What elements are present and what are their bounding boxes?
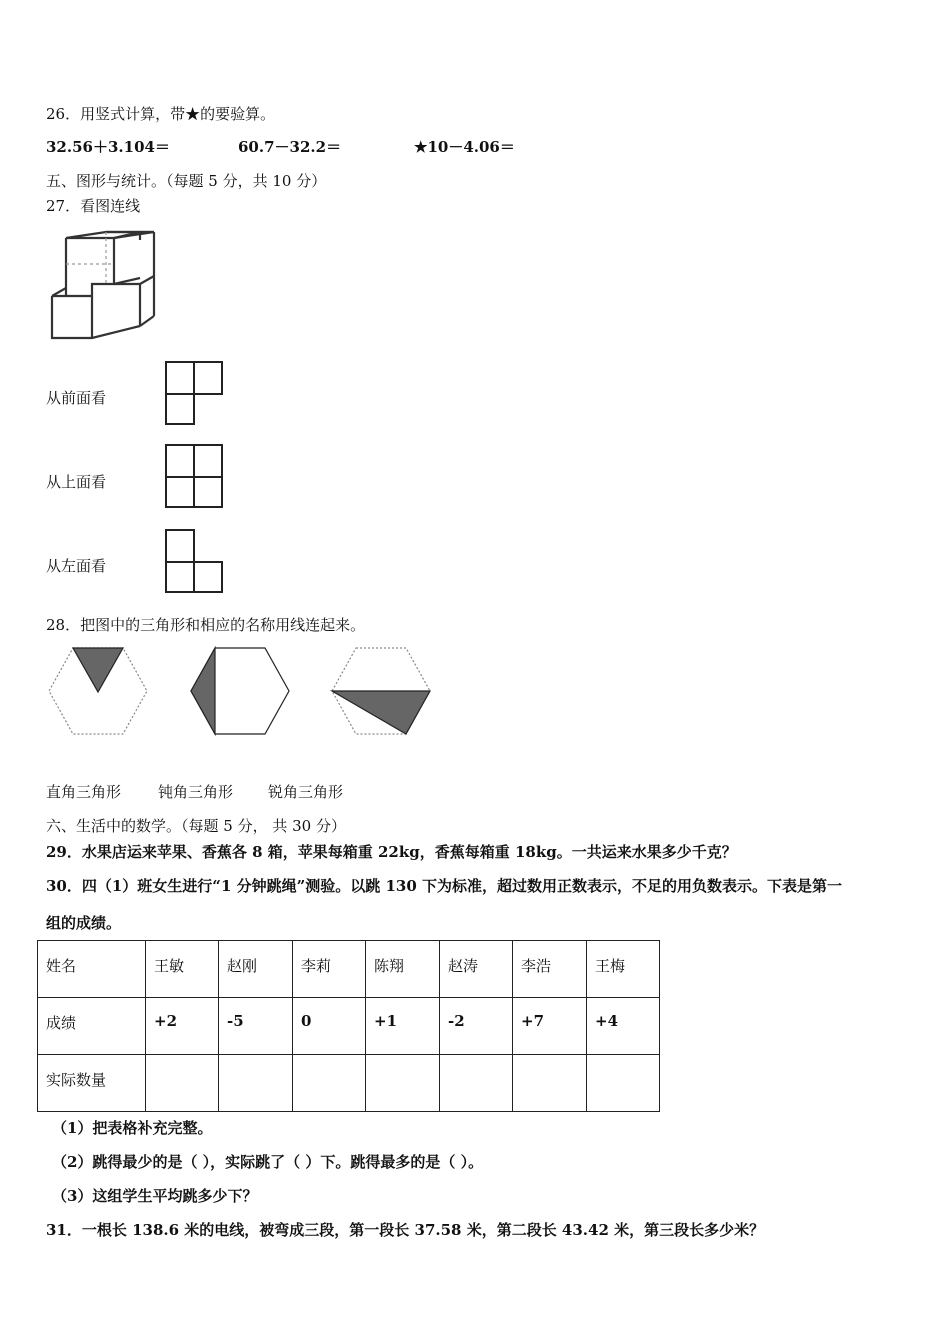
actual-cell[interactable]	[293, 1055, 366, 1112]
name-cell: 李浩	[513, 941, 587, 998]
score-cell: 0	[293, 998, 366, 1055]
q30-sub3: （3）这组学生平均跳多少下？	[52, 1187, 258, 1205]
table-row-names	[38, 941, 660, 998]
view-left-figure	[164, 528, 226, 594]
cube-stack-figure	[44, 226, 164, 346]
view-top-label: 从上面看	[46, 473, 107, 491]
name-cell: 赵刚	[219, 941, 293, 998]
name-cell: 陈翔	[366, 941, 440, 998]
triangle-name-right: 直角三角形	[46, 783, 122, 801]
view-top-figure	[164, 443, 226, 509]
triangle-name-acute: 锐角三角形	[268, 783, 344, 801]
score-cell: +2	[146, 998, 219, 1055]
actual-cell[interactable]	[219, 1055, 293, 1112]
score-cell: +1	[366, 998, 440, 1055]
q31-text: 31．一根长 138.6 米的电线，被弯成三段，第一段长 37.58 米，第二段长 43.42 米，第三段长多少米？	[46, 1221, 765, 1239]
actual-cell[interactable]	[440, 1055, 513, 1112]
view-front-label: 从前面看	[46, 389, 107, 407]
section6-title: 六、生活中的数学。（每题 5 分， 共 30 分）	[46, 817, 346, 835]
q26-title: 26．用竖式计算，带★的要验算。	[46, 105, 276, 123]
name-cell: 李莉	[293, 941, 366, 998]
q30-sub1: （1）把表格补充完整。	[52, 1119, 213, 1137]
score-cell: -2	[440, 998, 513, 1055]
q27-title: 27．看图连线	[46, 197, 141, 215]
score-cell: -5	[219, 998, 293, 1055]
row-label-name: 姓名	[38, 941, 146, 998]
name-cell: 赵涛	[440, 941, 513, 998]
view-front-figure	[164, 360, 226, 426]
q26-expr-1: 32.56＋3.104＝	[46, 138, 170, 156]
hexagon-acute-figure	[47, 646, 151, 738]
table-row-actual	[38, 1055, 660, 1112]
q30-line2: 组的成绩。	[46, 914, 122, 932]
row-label-score: 成绩	[38, 998, 146, 1055]
q28-title: 28．把图中的三角形和相应的名称用线连起来。	[46, 616, 366, 634]
section5-title: 五、图形与统计。（每题 5 分，共 10 分）	[46, 172, 327, 190]
score-cell: +7	[513, 998, 587, 1055]
q26-expr-2: 60.7－32.2＝	[238, 138, 342, 156]
hexagon-right-figure	[189, 646, 293, 738]
actual-cell[interactable]	[146, 1055, 219, 1112]
hexagon-obtuse-figure	[330, 646, 434, 738]
score-table	[37, 940, 660, 1112]
name-cell: 王敏	[146, 941, 219, 998]
q30-sub2: （2）跳得最少的是（ ），实际跳了（ ）下。跳得最多的是（ ）。	[52, 1153, 484, 1171]
q30-line1: 30．四（1）班女生进行“1 分钟跳绳”测验。以跳 130 下为标准，超过数用正数表示，不足的用负数表示。下表是第一	[46, 877, 842, 895]
row-label-actual: 实际数量	[38, 1055, 146, 1112]
q26-expr-3: ★10－4.06＝	[414, 138, 515, 156]
actual-cell[interactable]	[366, 1055, 440, 1112]
triangle-name-obtuse: 钝角三角形	[158, 783, 234, 801]
q29-text: 29．水果店运来苹果、香蕉各 8 箱，苹果每箱重 22kg，香蕉每箱重 18kg。一共运来水果多少千克？	[46, 843, 737, 861]
score-cell: +4	[587, 998, 660, 1055]
actual-cell[interactable]	[513, 1055, 587, 1112]
actual-cell[interactable]	[587, 1055, 660, 1112]
view-left-label: 从左面看	[46, 557, 107, 575]
table-row-scores	[38, 998, 660, 1055]
name-cell: 王梅	[587, 941, 660, 998]
